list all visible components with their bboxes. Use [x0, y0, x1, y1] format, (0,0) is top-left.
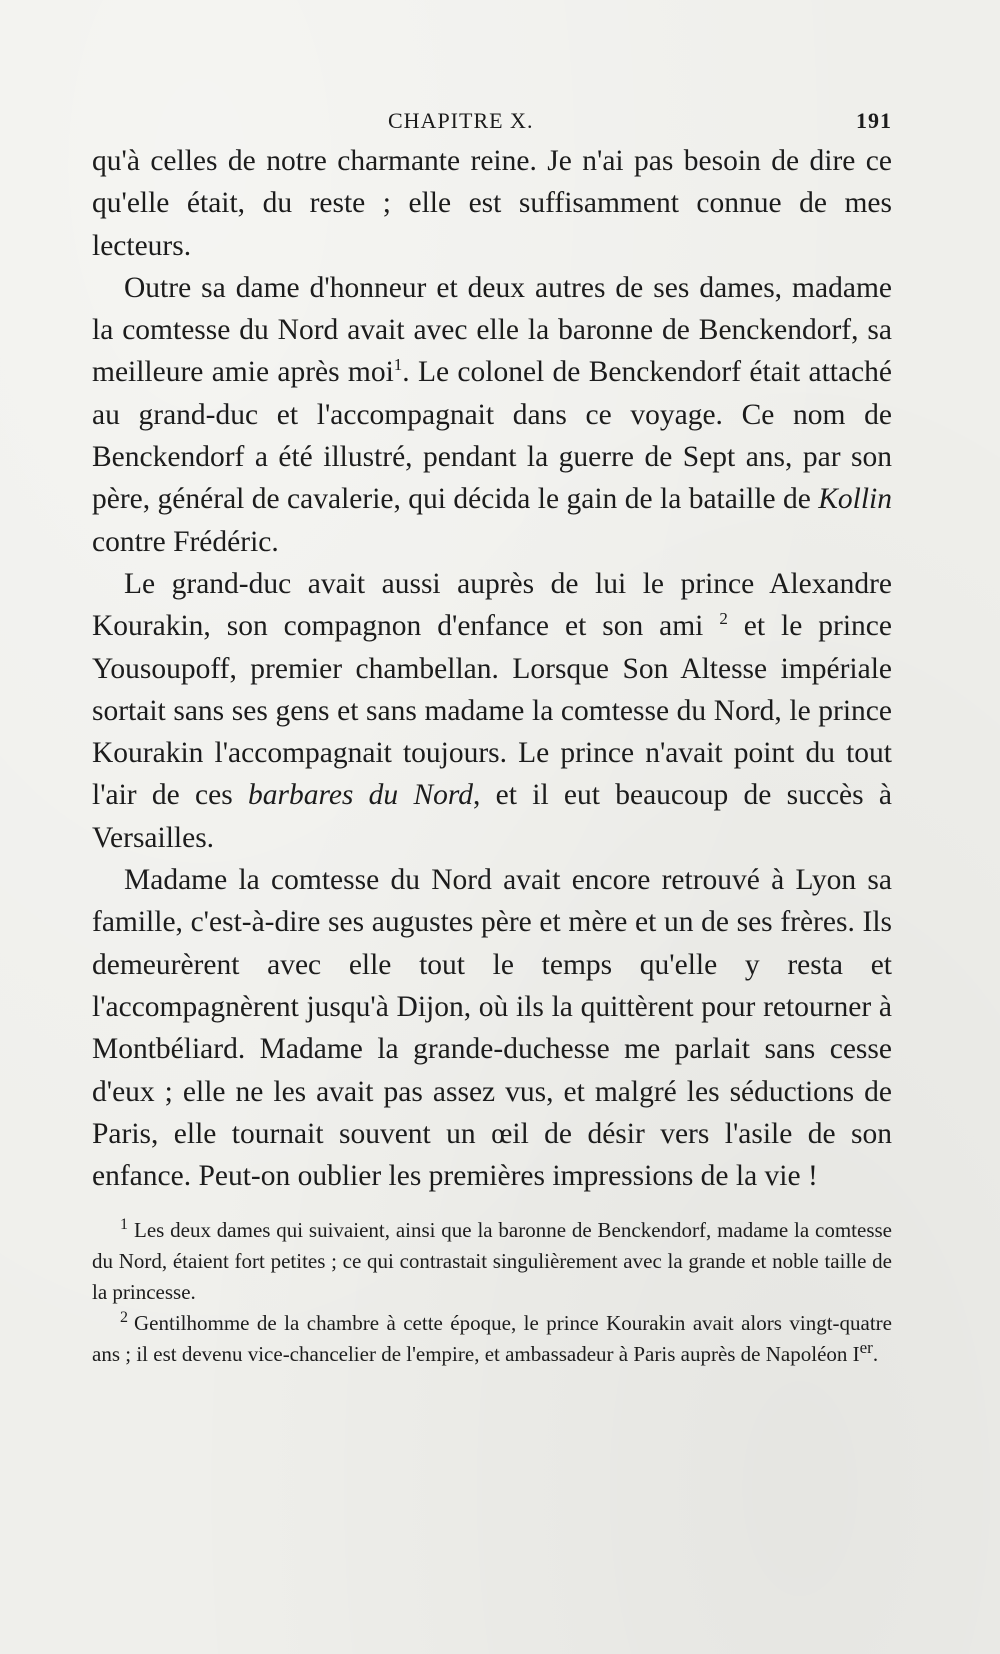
- footnote-1: [92, 1215, 892, 1308]
- footnote-1-mark: 1: [120, 1216, 128, 1234]
- paragraph-2-italic: Kollin: [818, 483, 892, 516]
- paragraph-1: [92, 140, 892, 267]
- footnote-1-text: Les deux dames qui suivaient, ainsi que la baronne de Benckendorf, madame la comtesse du Nord, étaient fort petites ; ce qui contrastait singulièrement avec la grande et noble taille de la princesse.: [92, 1218, 892, 1305]
- paragraph-3-italic: barbares du Nord: [247, 779, 474, 812]
- paragraph-2-text-a: Outre sa dame d'honneur et deux autres de ses dames, madame la comtesse du Nord avait avec elle la baronne de Benckendorf, sa meilleure amie après moi: [92, 271, 892, 389]
- footnote-2-mark: 2: [120, 1309, 128, 1327]
- footnote-2: [92, 1308, 892, 1370]
- running-head: CHAPITRE X.: [388, 108, 534, 133]
- footnote-ref-1: 1: [393, 355, 403, 375]
- paragraph-2-text-b: . Le colonel de Benckendorf était attaché au grand-duc et l'accompagnait dans ce voyage. Ce nom de Benckendorf a été illustré, pendant la guerre de Sept ans, par son père, général de cavalerie, qui décida le gain de la bataille de: [92, 356, 892, 516]
- paragraph-4: [92, 859, 892, 1197]
- book-page: [92, 104, 892, 1370]
- paragraph-3-text-a: Le grand-duc avait aussi auprès de lui le prince Alexandre Kourakin, son compagnon d'enfance et son ami: [92, 567, 892, 643]
- page-header: [92, 104, 892, 140]
- footnote-2-superscript: er: [859, 1338, 873, 1358]
- paragraph-2-text-c: contre Frédéric.: [92, 525, 279, 558]
- paragraph-1-text: qu'à celles de notre charmante reine. Je n'ai pas besoin de dire ce qu'elle était, du reste ; elle est suffisamment connue de mes lecteurs.: [92, 145, 892, 262]
- paragraph-2: [92, 267, 892, 563]
- footnote-ref-2: 2: [719, 609, 728, 629]
- paragraph-4-text: Madame la comtesse du Nord avait encore retrouvé à Lyon sa famille, c'est-à-dire ses augustes père et mère et un de ses frères. Ils demeurèrent avec elle tout le temps qu'elle y resta et l'accompagnèrent jusqu'à Dijon, où ils la quittèrent pour retourner à Montbéliard. Madame la grande-duchesse me parlait sans cesse d'eux ; elle ne les avait pas assez vus, et malgré les séductions de Paris, elle tournait souvent un œil de désir vers l'asile de son enfance. Peut-on oublier les premières impressions de la vie !: [92, 864, 892, 1193]
- footnotes: [92, 1215, 892, 1370]
- paragraph-3-text-c: , et il eut beaucoup de succès à Versailles.: [92, 779, 892, 854]
- paragraph-3-text-b: et le prince Yousoupoff, premier chambellan. Lorsque Son Altesse impériale sortait sans ses gens et sans madame la comtesse du Nord, le prince Kourakin l'accompagnait toujours. Le prince n'avait point du tout l'air de ces: [92, 610, 892, 812]
- paragraph-3: [92, 563, 892, 859]
- page-number: 191: [856, 108, 892, 133]
- footnote-2-text-a: Gentilhomme de la chambre à cette époque, le prince Kourakin avait alors vingt-quatre ans ; il est devenu vice-chancelier de l'empire, et ambassadeur à Paris auprès de Napoléon I: [92, 1311, 892, 1367]
- footnote-2-text-b: .: [872, 1342, 879, 1367]
- body-text: [92, 140, 892, 1197]
